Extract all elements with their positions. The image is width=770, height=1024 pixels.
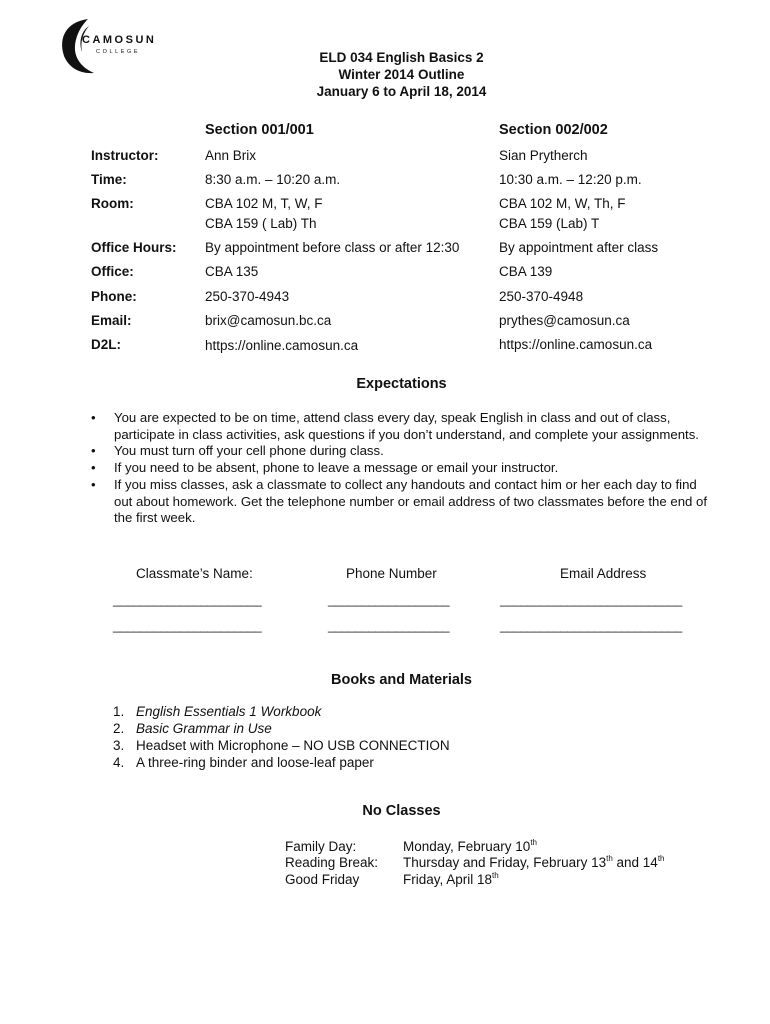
list-item [91,410,711,443]
email-s2: prythes@camosun.ca [499,313,630,328]
classmate-email-blank[interactable]: ___________________________ [500,592,682,607]
list-item [113,754,450,771]
bullet-icon: • [91,476,96,492]
room-s2: CBA 102 M, W, Th, F [499,196,626,211]
d2l-s2: https://online.camosun.ca [499,337,653,352]
bullet-icon: • [91,443,96,459]
room-s2-lab: CBA 159 (Lab) T [499,216,600,231]
course-title: ELD 034 English Basics 2 [319,50,484,65]
time-s1: 8:30 a.m. – 10:20 a.m. [205,172,341,187]
classmate-name-header: Classmate’s Name: [136,566,253,581]
holiday-date: Monday, February 10th [403,838,537,854]
email-label: Email: [91,313,132,328]
expectations-heading: Expectations [356,376,447,392]
logo-subtitle: COLLEGE [96,49,141,55]
book-title: Basic Grammar in Use [136,721,272,736]
list-item [113,703,450,720]
office-hours-s2: By appointment after class [499,240,659,255]
material-text: A three-ring binder and loose-leaf paper [136,755,374,770]
bullet-icon: • [91,460,96,476]
term-title: Winter 2014 Outline [338,67,465,82]
email-s1: brix@camosun.bc.ca [205,313,332,328]
no-classes-heading: No Classes [362,803,441,819]
list-item [91,460,711,477]
book-title: English Essentials 1 Workbook [136,704,322,719]
d2l-label: D2L: [91,337,121,352]
phone-s1: 250-370-4943 [205,289,290,304]
logo-wordmark: CAMOSUN [82,34,157,46]
holiday-date: Thursday and Friday, February 13th and 14th [403,854,665,870]
d2l-s1: https://online.camosun.ca [205,338,359,353]
classmate-email-blank[interactable]: ___________________________ [500,618,682,633]
material-text: Headset with Microphone – NO USB CONNECTION [136,738,450,753]
bullet-icon: • [91,410,96,425]
expectation-text: You must turn off your cell phone during class. [114,443,384,459]
books-list [113,703,450,771]
item-number: 3. [113,738,125,753]
room-s1: CBA 102 M, T, W, F [205,196,323,211]
office-s1: CBA 135 [205,264,259,279]
classmate-name-blank[interactable]: ______________________ [113,592,262,607]
phone-s2: 250-370-4948 [499,289,584,304]
instructor-label: Instructor: [91,148,159,163]
classmate-name-blank[interactable]: ______________________ [113,618,262,633]
expectation-text: You are expected to be on time, attend class every day, speak English in class and out of class, participate in class activities, ask questions if you don’t understand, and complete your assignments. [114,410,699,442]
list-item [91,443,711,460]
classmate-phone-blank[interactable]: __________________ [328,592,450,607]
time-s2: 10:30 a.m. – 12:20 p.m. [499,172,642,187]
list-item [91,477,711,527]
item-number: 1. [113,704,125,719]
room-label: Room: [91,196,134,211]
instructor-s1: Ann Brix [205,148,257,163]
office-hours-label: Office Hours: [91,240,177,255]
office-label: Office: [91,264,134,279]
office-hours-s1: By appointment before class or after 12:30 [205,240,460,255]
room-s1-lab: CBA 159 ( Lab) Th [205,216,317,231]
holiday-date: Friday, April 18th [403,871,499,887]
item-number: 2. [113,721,125,736]
list-item [113,737,450,754]
holiday-label: Reading Break: [285,855,379,870]
holiday-label: Good Friday [285,872,360,887]
instructor-s2: Sian Prytherch [499,148,588,163]
expectation-text: If you need to be absent, phone to leave a message or email your instructor. [114,460,559,476]
list-item [113,720,450,737]
item-number: 4. [113,755,125,770]
section-2-heading: Section 002/002 [499,122,608,138]
office-s2: CBA 139 [499,264,553,279]
section-1-heading: Section 001/001 [205,122,314,138]
expectations-list [91,410,711,527]
phone-label: Phone: [91,289,137,304]
date-range: January 6 to April 18, 2014 [316,84,487,99]
books-heading: Books and Materials [330,672,472,688]
email-address-header: Email Address [560,566,647,581]
phone-number-header: Phone Number [346,566,437,581]
expectation-text: If you miss classes, ask a classmate to collect any handouts and contact him or her each day to find out about homework. Get the telephone number or email address of two classmates before the end of the first week. [114,476,708,526]
holiday-label: Family Day: [285,839,357,854]
time-label: Time: [91,172,127,187]
classmate-phone-blank[interactable]: __________________ [328,618,450,633]
